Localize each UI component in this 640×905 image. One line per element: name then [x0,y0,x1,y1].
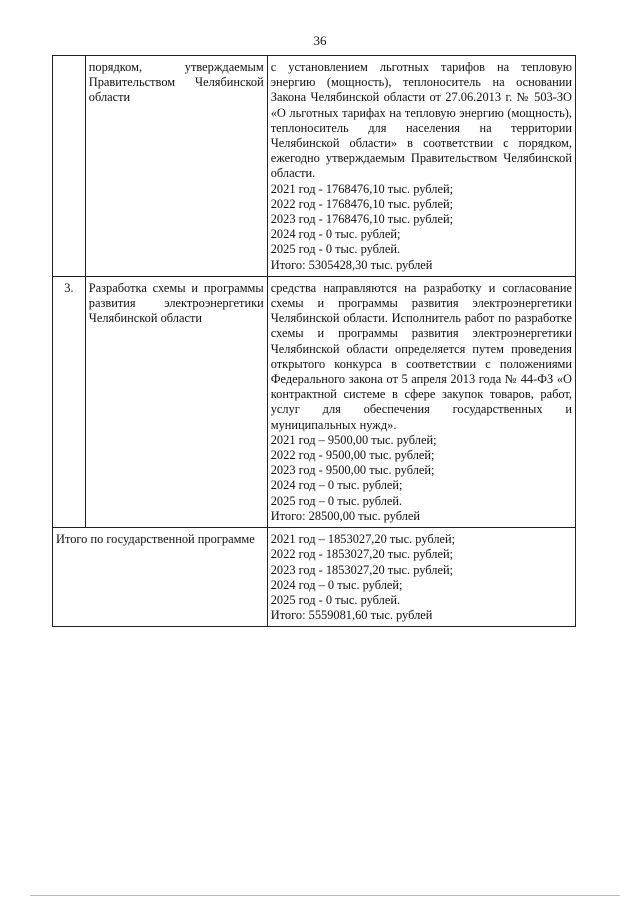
table-row [53,56,576,277]
grand-total-row [53,528,576,627]
amount-line: 2022 год - 9500,00 тыс. рублей; [270,448,435,463]
amount-line: 2021 год - 1768476,10 тыс. рублей; [270,181,454,196]
amount-line: 2021 год – 9500,00 тыс. рублей; [270,432,437,447]
row-description: средства направляются на разработку и согласование схемы и программы развития электроэнергетики Челябинской области. Исполнитель работ по разработке схемы и программы развития электроэнергетики Челябинской области определяется путем проведения открытого конкурса в соответствии с положениями Федерального закона от 5 апреля 2013 года № 44-ФЗ «О контрактной системе в сфере закупок товаров, работ, услуг для обеспечения государственных и муниципальных нужд». [270,280,572,432]
amount-line: 2023 год - 1853027,20 тыс. рублей; [270,562,454,577]
amount-line: 2025 год - 0 тыс. рублей. [270,242,401,257]
amount-line: 2025 год - 0 тыс. рублей. [270,592,401,607]
page-number: 36 [313,33,327,48]
grand-total-sum: Итого: 5559081,60 тыс. рублей [270,608,433,623]
page-bottom-edge [30,895,620,896]
amount-line: 2022 год - 1853027,20 тыс. рублей; [270,547,454,562]
amount-line: 2024 год – 0 тыс. рублей; [270,577,403,592]
row-name: Разработка схемы и программы развития электроэнергетики Челябинской области [85,276,267,527]
row-name: порядком, утверждаемым Правительством Челябинской области [85,56,267,277]
row-description-cell [267,56,575,277]
amount-line: 2023 год - 9500,00 тыс. рублей; [270,463,435,478]
amount-line: 2024 год – 0 тыс. рублей; [270,478,403,493]
amount-line: 2025 год – 0 тыс. рублей. [270,493,403,508]
amount-line: 2021 год – 1853027,20 тыс. рублей; [270,532,456,547]
amount-line: 2022 год - 1768476,10 тыс. рублей; [270,196,454,211]
grand-total-name: Итого по государственной программе [53,528,268,627]
budget-table [52,55,576,627]
row-description-cell [267,276,575,527]
row-description: с установлением льготных тарифов на тепловую энергию (мощность), теплоноситель на основании Закона Челябинской области от 27.06.2013 г. № 503-ЗО «О льготных тарифах на тепловую энергию (мощность), теплоноситель для населения на территории Челябинской области» в соответствии с порядком, ежегодно утверждаемым Правительством Челябинской области. [270,60,572,181]
row-total: Итого: 5305428,30 тыс. рублей [270,257,433,272]
row-total: Итого: 28500,00 тыс. рублей [270,508,421,523]
amount-line: 2023 год - 1768476,10 тыс. рублей; [270,212,454,227]
row-number: 3. [53,276,86,527]
grand-total-cell [267,528,575,627]
row-number [53,56,86,277]
table-row [53,276,576,527]
amount-line: 2024 год - 0 тыс. рублей; [270,227,401,242]
